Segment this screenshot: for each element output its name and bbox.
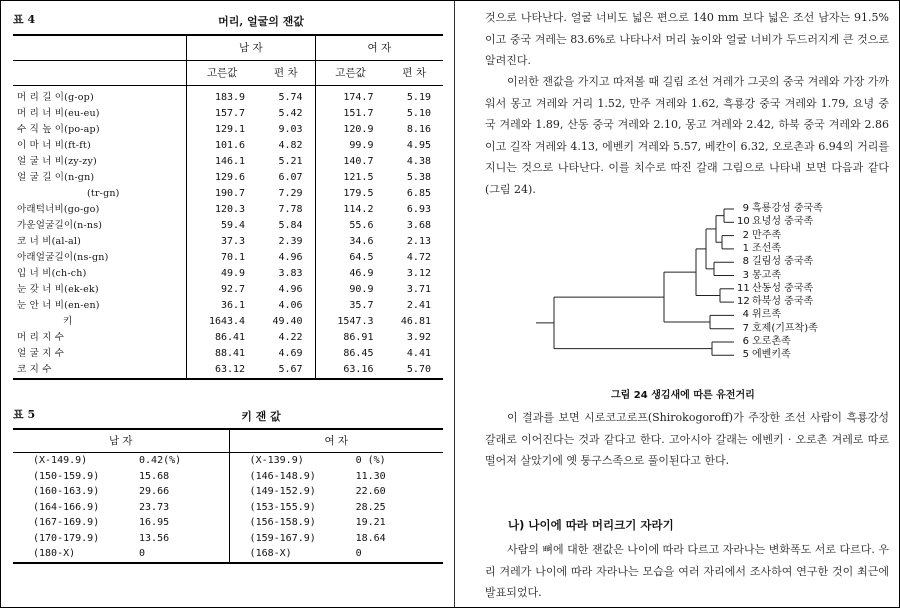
table-cell: 6.93 bbox=[406, 204, 431, 215]
table-cell: 5.74 bbox=[278, 92, 303, 103]
table-cell: 70.1 bbox=[187, 250, 257, 266]
table-row bbox=[13, 122, 443, 138]
dendrogram-leaf bbox=[737, 243, 781, 255]
table-cell: 23.73 bbox=[127, 500, 229, 516]
table-row bbox=[13, 234, 443, 250]
table-cell: 코 지 수 bbox=[17, 364, 52, 375]
table-cell: 86.91 bbox=[315, 330, 385, 346]
table-cell: 입 너 비(ch-ch) bbox=[17, 268, 87, 279]
table-cell: 55.6 bbox=[315, 218, 385, 234]
table-cell: 101.6 bbox=[187, 138, 257, 154]
table-cell: 64.5 bbox=[315, 250, 385, 266]
leaf-number: 12 bbox=[737, 296, 750, 308]
table-cell: 129.6 bbox=[187, 170, 257, 186]
leaf-number: 6 bbox=[742, 336, 749, 347]
leaf-number: 2 bbox=[742, 229, 749, 241]
table-cell: (146-148.9) bbox=[249, 470, 316, 482]
table-cell: 4.22 bbox=[278, 332, 303, 343]
table-cell: 157.7 bbox=[187, 106, 257, 122]
table-cell: (150-159.9) bbox=[33, 470, 100, 482]
figure-caption: 그림 24 생김새에 따른 유전거리 bbox=[611, 390, 755, 401]
table-row bbox=[13, 484, 443, 500]
table-row bbox=[13, 202, 443, 218]
table5-header-female: 여 자 bbox=[229, 429, 443, 453]
table-cell: 16.95 bbox=[127, 515, 229, 531]
leaf-number: 1 bbox=[742, 242, 749, 254]
table-row bbox=[13, 266, 443, 282]
table-cell: 0 (%) bbox=[355, 455, 386, 466]
table-cell: (168-X) bbox=[249, 548, 292, 559]
table-cell: 5.10 bbox=[406, 108, 431, 119]
table-row bbox=[13, 515, 443, 531]
leaf-number: 4 bbox=[742, 309, 749, 321]
table-cell: 4.72 bbox=[406, 252, 431, 263]
table-cell: 3.83 bbox=[278, 268, 303, 279]
table-cell: 3.71 bbox=[406, 284, 431, 295]
table-cell: 179.5 bbox=[315, 186, 385, 202]
table-cell: (164-166.9) bbox=[33, 501, 100, 513]
table-cell: 키 bbox=[63, 316, 73, 327]
table-cell: 머 리 너 비(eu-eu) bbox=[17, 108, 100, 119]
dendrogram-leaf bbox=[737, 270, 781, 282]
table-cell: 이 마 너 비(ft-ft) bbox=[17, 140, 91, 151]
dendrogram-leaf bbox=[737, 336, 791, 348]
leaf-number: 11 bbox=[737, 282, 750, 294]
table-row bbox=[13, 314, 443, 330]
table5-caption: 표 5 bbox=[13, 408, 36, 421]
leaf-number: 9 bbox=[742, 203, 749, 214]
table-row bbox=[13, 298, 443, 314]
leaf-label: 에벤키족 bbox=[752, 349, 791, 361]
table-cell: 가운얼굴길이(n-ns) bbox=[17, 220, 103, 231]
table-cell: 1547.3 bbox=[315, 314, 385, 330]
leaf-number: 10 bbox=[737, 216, 750, 228]
leaf-label: 하북성 중국족 bbox=[752, 296, 814, 308]
leaf-label: 길림성 중국족 bbox=[752, 256, 814, 268]
leaf-label: 오로촌족 bbox=[752, 336, 791, 347]
leaf-label: 호제(기프착)족 bbox=[752, 322, 818, 334]
paragraph-2: 이러한 잰값을 가지고 따져볼 때 길림 조선 겨레가 그곳의 중국 겨레와 가장 가까워서 몽고 겨레와 거리 1.52, 만주 겨레와 1.62, 흑룡강 중국 겨레와 1.79, 요녕 중국 겨레와 1.89, 산동 중국 겨레와 2.10, 몽고 겨레와 2.42, 하북 중국 겨레와 2.86이고 길작 겨레와 4.13, 에벤키 겨레와 5.57, 베칸이 6.32, 오로촌과 6.94의 거리를 지니는 것으로 나타난다. 이를 치수로 따진 갈래 그림으로 나타내 보면 다음과 같다(그림 24). bbox=[485, 75, 889, 196]
table-row bbox=[13, 106, 443, 122]
dendrogram-leaf bbox=[737, 203, 823, 215]
table-cell: (X-139.9) bbox=[249, 455, 304, 466]
table-cell: 4.69 bbox=[278, 348, 303, 359]
table-row bbox=[13, 86, 443, 107]
table-row bbox=[13, 138, 443, 154]
leaf-number: 8 bbox=[742, 256, 749, 268]
table4 bbox=[13, 34, 443, 380]
table-cell: 4.41 bbox=[406, 348, 431, 359]
table-cell: 49.40 bbox=[272, 316, 303, 327]
table-cell: (156-158.9) bbox=[249, 517, 316, 528]
table-cell: 190.7 bbox=[187, 186, 257, 202]
table-cell: 1643.4 bbox=[187, 314, 257, 330]
table-cell: (160-163.9) bbox=[33, 486, 100, 497]
table-cell: 아래얼굴길이(ns-gn) bbox=[17, 252, 109, 263]
table-cell: 3.68 bbox=[406, 220, 431, 231]
table-cell: 86.41 bbox=[187, 330, 257, 346]
column-divider bbox=[454, 1, 455, 607]
table-row bbox=[13, 469, 443, 485]
dendrogram-leaf bbox=[737, 323, 818, 335]
table-cell: 140.7 bbox=[315, 154, 385, 170]
table-cell: (170-179.9) bbox=[33, 532, 100, 544]
leaf-label: 요녕성 중국족 bbox=[752, 216, 814, 228]
table-cell: 86.45 bbox=[315, 346, 385, 362]
table-cell: (X-149.9) bbox=[33, 455, 88, 466]
table5 bbox=[13, 428, 443, 564]
table-cell: 0.42(%) bbox=[127, 453, 229, 469]
table-cell: 코 너 비(al-al) bbox=[17, 236, 81, 247]
table-cell: (tr-gn) bbox=[87, 188, 120, 199]
table-row bbox=[13, 531, 443, 547]
table-cell: (180-X) bbox=[33, 548, 76, 559]
table-cell: 6.85 bbox=[406, 188, 431, 199]
table-cell: 88.41 bbox=[187, 346, 257, 362]
table-cell: 4.95 bbox=[406, 140, 431, 151]
dendrogram-leaf bbox=[737, 216, 813, 228]
table-cell: 4.06 bbox=[278, 300, 303, 311]
table4-caption: 표 4 bbox=[13, 13, 36, 26]
table-cell: 7.78 bbox=[278, 204, 303, 215]
leaf-label: 산동성 중국족 bbox=[752, 282, 814, 294]
table-cell: 36.1 bbox=[187, 298, 257, 314]
table-cell: 28.25 bbox=[355, 501, 386, 513]
table-cell: 9.03 bbox=[278, 124, 303, 135]
table-cell: 5.19 bbox=[406, 92, 431, 103]
dendrogram-leaf bbox=[737, 296, 813, 308]
table-cell: 183.9 bbox=[187, 86, 257, 107]
table-cell: 63.16 bbox=[315, 362, 385, 379]
table-cell: 5.38 bbox=[406, 172, 431, 183]
table-cell: 46.9 bbox=[315, 266, 385, 282]
table-cell: 114.2 bbox=[315, 202, 385, 218]
table-cell: 4.82 bbox=[278, 140, 303, 151]
table-cell: 174.7 bbox=[315, 86, 385, 107]
table-cell: 5.21 bbox=[278, 156, 303, 167]
table-cell: 5.84 bbox=[278, 220, 303, 231]
table-row bbox=[13, 500, 443, 516]
leaf-label: 몽고족 bbox=[752, 269, 781, 281]
table-row bbox=[13, 250, 443, 266]
table-cell: 151.7 bbox=[315, 106, 385, 122]
table-cell: 3.12 bbox=[406, 268, 431, 279]
table-row bbox=[13, 282, 443, 298]
table-cell: 63.12 bbox=[187, 362, 257, 379]
table-row bbox=[13, 330, 443, 346]
table-cell: 18.64 bbox=[355, 532, 386, 544]
table-cell: 5.42 bbox=[278, 108, 303, 119]
table4-title: 머리, 얼굴의 잰값 bbox=[218, 15, 304, 28]
table4-header-male: 남 자 bbox=[187, 35, 315, 61]
table-row bbox=[13, 170, 443, 186]
table-cell: 22.60 bbox=[355, 486, 386, 497]
paragraph-4: 사람의 뼈에 대한 잰값은 나이에 따라 다르고 자라나는 변화폭도 서로 다르다. 우리 겨레가 나이에 따라 자라나는 모습을 여러 자리에서 조사하여 연구한 것이 최근에 발표되었다. bbox=[485, 543, 889, 599]
section-subheading: 나) 나이에 따라 머리크기 자라기 bbox=[508, 518, 674, 532]
table-row bbox=[13, 218, 443, 234]
dendrogram-leaf bbox=[737, 349, 791, 361]
table-cell: 29.66 bbox=[127, 484, 229, 500]
table-cell: 46.81 bbox=[400, 316, 431, 327]
table5-title: 키 잰 값 bbox=[241, 410, 281, 423]
leaf-label: 조선족 bbox=[752, 242, 781, 254]
table-row bbox=[13, 546, 443, 563]
table4-subheader: 고른값 bbox=[315, 61, 385, 86]
table-row bbox=[13, 186, 443, 202]
table-cell: 15.68 bbox=[127, 469, 229, 485]
table-cell: 5.67 bbox=[278, 364, 303, 375]
table-cell: 121.5 bbox=[315, 170, 385, 186]
table-row bbox=[13, 453, 443, 469]
table-cell: 19.21 bbox=[355, 517, 386, 528]
table-cell: (153-155.9) bbox=[249, 501, 316, 513]
table-cell: 4.96 bbox=[278, 284, 303, 295]
table-cell: 7.29 bbox=[278, 188, 303, 199]
table-row bbox=[13, 154, 443, 170]
table-cell: 90.9 bbox=[315, 282, 385, 298]
table-cell: 0 bbox=[355, 548, 362, 559]
table-cell: 2.41 bbox=[406, 300, 431, 311]
table-cell: 수 직 높 이(po-ap) bbox=[17, 124, 100, 135]
table-cell: 3.92 bbox=[406, 332, 431, 343]
leaf-label: 흑룡강성 중국족 bbox=[752, 203, 823, 214]
table-row bbox=[13, 346, 443, 362]
table-cell: 2.39 bbox=[278, 236, 303, 247]
table-cell: 120.3 bbox=[187, 202, 257, 218]
table-cell: 49.9 bbox=[187, 266, 257, 282]
table5-header-male: 남 자 bbox=[13, 429, 229, 453]
table-cell: 4.38 bbox=[406, 156, 431, 167]
leaf-label: 만주족 bbox=[752, 229, 781, 241]
table-cell: 13.56 bbox=[127, 531, 229, 547]
table-cell: 머 리 지 수 bbox=[17, 332, 65, 343]
table-cell: 6.07 bbox=[278, 172, 303, 183]
table-cell: (167-169.9) bbox=[33, 517, 100, 528]
leaf-number: 5 bbox=[742, 349, 749, 361]
table4-subheader: 편 차 bbox=[257, 61, 315, 86]
table-cell: 눈 갖 너 비(ek-ek) bbox=[17, 284, 99, 295]
table-cell: 눈 안 너 비(en-en) bbox=[17, 300, 100, 311]
paragraph-1: 것으로 나타난다. 얼굴 너비도 넓은 편으로 140 mm 보다 넓은 조선 남자는 91.5%이고 중국 겨레는 83.6%로 나타나서 머리 높이와 얼굴 너비가 두드러지게 큰 것으로 알려진다. bbox=[485, 11, 889, 67]
dendrogram-leaf bbox=[737, 309, 781, 321]
leaf-label: 위르족 bbox=[752, 309, 781, 321]
table-cell: 0 bbox=[127, 546, 229, 563]
table-cell: 99.9 bbox=[315, 138, 385, 154]
table4-subheader: 고른값 bbox=[187, 61, 257, 86]
dendrogram-leaf bbox=[737, 256, 813, 268]
table-cell: 129.1 bbox=[187, 122, 257, 138]
paragraph-3: 이 결과를 보면 시로코고로프(Shirokogoroff)가 주장한 조선 사람이 흑룡강성 갈래로 이어진다는 것과 같다고 한다. 고아시아 갈래는 에벤키 · 오로촌 겨레로 따로 떨어져 살았기에 옛 퉁구스족으로 풀이된다고 한다. bbox=[485, 411, 889, 467]
table-cell: (159-167.9) bbox=[249, 532, 316, 544]
leaf-number: 3 bbox=[742, 269, 749, 281]
table-cell: 머 리 길 이(g-op) bbox=[17, 92, 94, 103]
dendrogram-leaf bbox=[737, 283, 813, 295]
table-cell: 11.30 bbox=[355, 470, 386, 482]
table-cell: 120.9 bbox=[315, 122, 385, 138]
table-cell: 4.96 bbox=[278, 252, 303, 263]
table-cell: 35.7 bbox=[315, 298, 385, 314]
table-cell: 5.70 bbox=[406, 364, 431, 375]
table4-header-female: 여 자 bbox=[315, 35, 443, 61]
table-cell: 아래턱너비(go-go) bbox=[17, 204, 100, 215]
table-cell: 146.1 bbox=[187, 154, 257, 170]
table-cell: 얼 굴 너 비(zy-zy) bbox=[17, 156, 97, 167]
table-cell: 얼 굴 지 수 bbox=[17, 348, 65, 359]
table4-subheader: 편 차 bbox=[385, 61, 443, 86]
dendrogram-leaf bbox=[737, 230, 781, 242]
table-cell: 34.6 bbox=[315, 234, 385, 250]
leaf-number: 7 bbox=[742, 322, 749, 334]
table-cell: 92.7 bbox=[187, 282, 257, 298]
table-cell: 59.4 bbox=[187, 218, 257, 234]
table-cell: (149-152.9) bbox=[249, 486, 316, 497]
table-row bbox=[13, 362, 443, 379]
table-cell: 37.3 bbox=[187, 234, 257, 250]
table-cell: 8.16 bbox=[406, 124, 431, 135]
table-cell: 2.13 bbox=[406, 236, 431, 247]
table-cell: 얼 굴 길 이(n-gn) bbox=[17, 172, 95, 183]
